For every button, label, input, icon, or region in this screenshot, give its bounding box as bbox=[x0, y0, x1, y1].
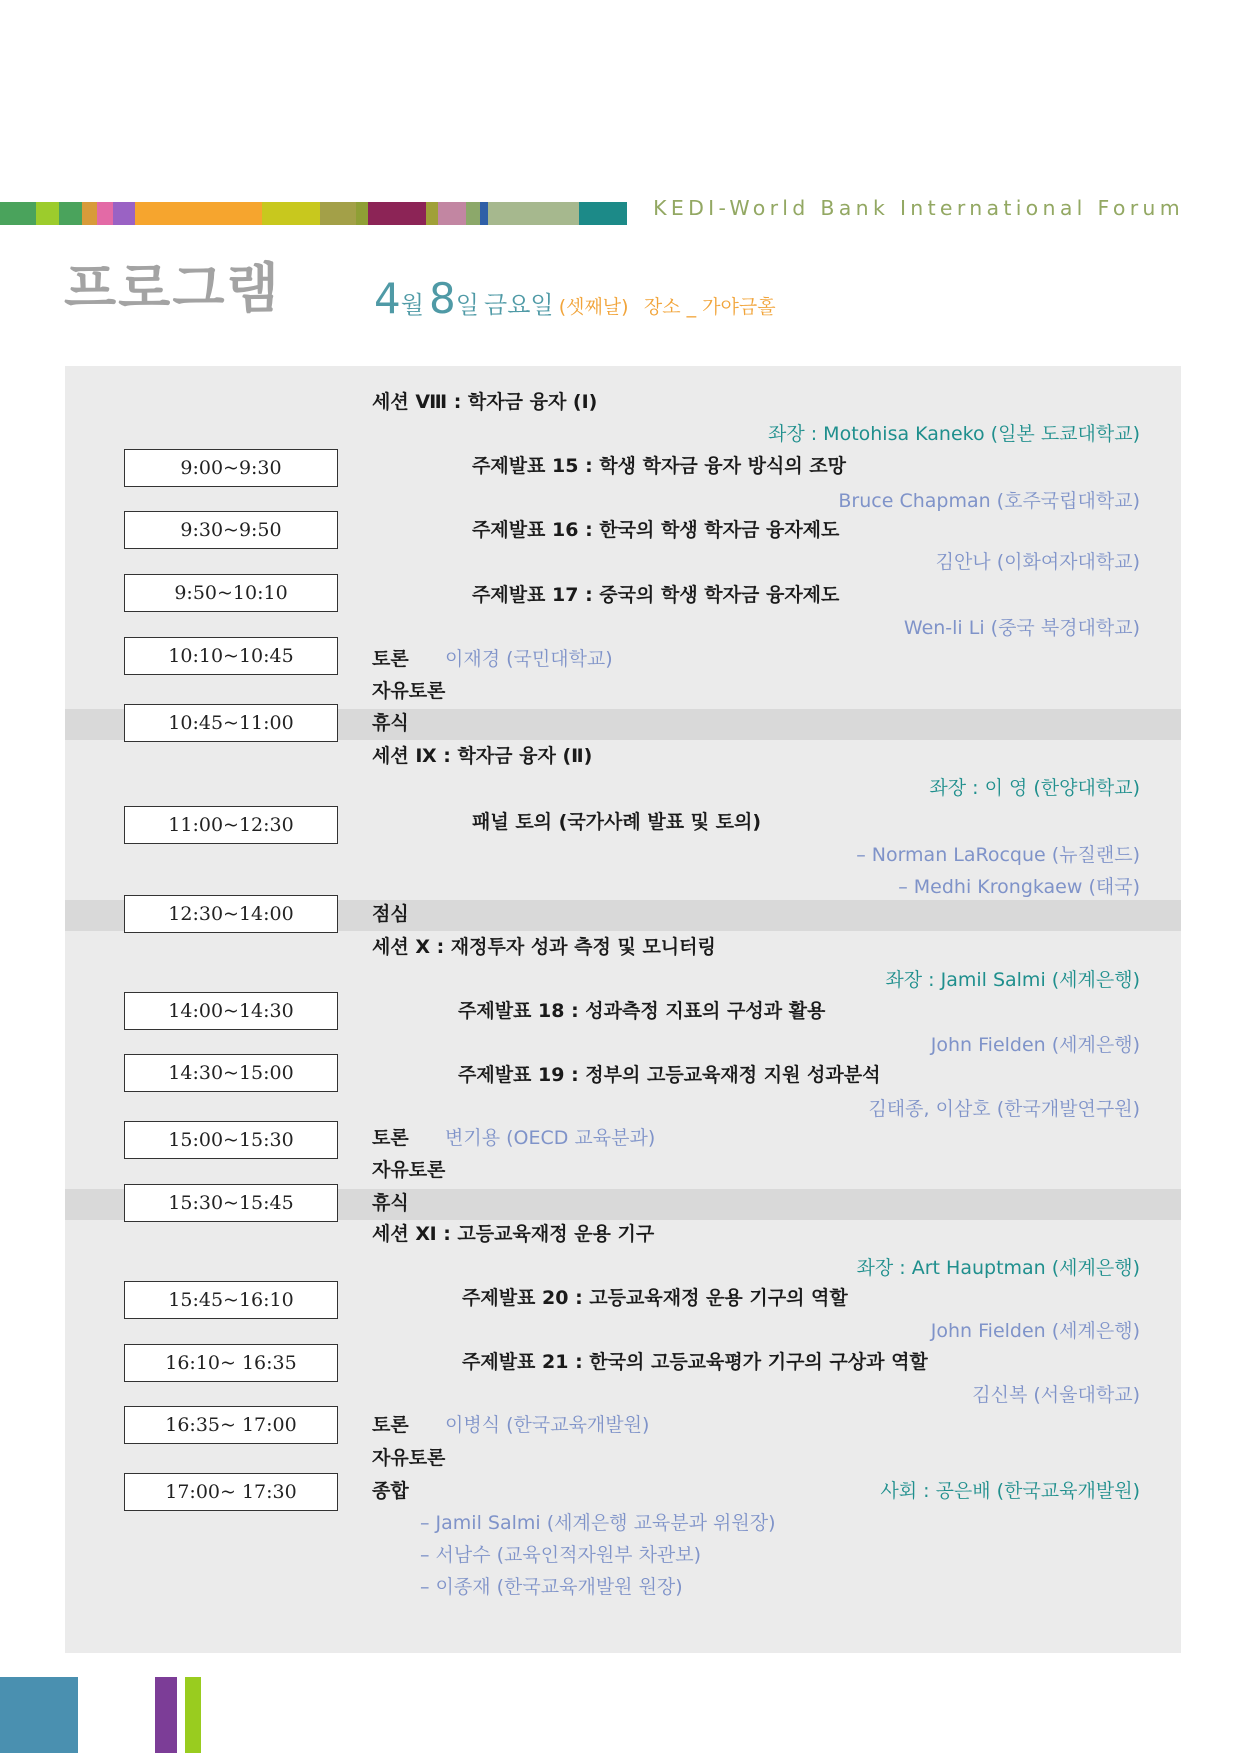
month-number: 4 bbox=[374, 274, 401, 323]
break-label: 휴식 bbox=[372, 1192, 409, 1214]
presenter: 김태종, 이삼호 (한국개발연구원) bbox=[868, 1098, 1140, 1120]
session-title: 세션 Ⅸ : 학자금 융자 (Ⅱ) bbox=[372, 745, 593, 767]
free-discussion: 자유토론 bbox=[372, 1159, 446, 1181]
summary-participant: – 이종재 (한국교육개발원 원장) bbox=[420, 1576, 683, 1598]
presentation-title: 패널 토의 (국가사례 발표 및 토의) bbox=[472, 811, 762, 833]
time-slot: 15:45~16:10 bbox=[124, 1281, 338, 1319]
presentation-title: 주제발표 19 : 정부의 고등교육재정 지원 성과분석 bbox=[458, 1064, 881, 1086]
time-slot: 17:00~ 17:30 bbox=[124, 1473, 338, 1511]
discussant: 이재경 (국민대학교) bbox=[445, 648, 613, 670]
free-discussion: 자유토론 bbox=[372, 1447, 446, 1469]
session-chair: 좌장 : 이 영 (한양대학교) bbox=[929, 777, 1140, 799]
footer-block-green bbox=[185, 1677, 201, 1753]
footer-block-purple bbox=[155, 1677, 177, 1753]
footer-block-blue bbox=[0, 1677, 78, 1753]
day-order: (셋째날) bbox=[558, 296, 629, 318]
header-color-stripe bbox=[0, 202, 627, 225]
time-slot: 9:50~10:10 bbox=[124, 574, 338, 612]
discussant: 이병식 (한국교육개발원) bbox=[445, 1414, 650, 1436]
time-slot: 14:00~14:30 bbox=[124, 992, 338, 1030]
time-slot: 9:30~9:50 bbox=[124, 511, 338, 549]
session-chair: 좌장 : Jamil Salmi (세계은행) bbox=[885, 969, 1140, 991]
time-slot: 16:10~ 16:35 bbox=[124, 1344, 338, 1382]
break-label: 휴식 bbox=[372, 712, 409, 734]
presenter: John Fielden (세계은행) bbox=[930, 1034, 1140, 1056]
discussant: 변기용 (OECD 교육분과) bbox=[445, 1127, 656, 1149]
panelist: – Norman LaRocque (뉴질랜드) bbox=[856, 844, 1140, 866]
time-slot: 10:45~11:00 bbox=[124, 704, 338, 742]
page-title: 프로그램 bbox=[64, 257, 281, 320]
day-unit: 일 bbox=[455, 291, 479, 319]
presenter: John Fielden (세계은행) bbox=[930, 1320, 1140, 1342]
presentation-title: 주제발표 18 : 성과측정 지표의 구성과 활용 bbox=[458, 1000, 826, 1022]
session-title: 세션 Ⅷ : 학자금 융자 (Ⅰ) bbox=[372, 391, 598, 413]
moderator: 사회 : 공은배 (한국교육개발원) bbox=[880, 1480, 1140, 1502]
day-number: 8 bbox=[429, 274, 456, 323]
summary-participant: – 서남수 (교육인적자원부 차관보) bbox=[420, 1544, 702, 1566]
session-chair: 좌장 : Art Hauptman (세계은행) bbox=[856, 1257, 1140, 1279]
time-slot: 16:35~ 17:00 bbox=[124, 1406, 338, 1444]
presentation-title: 주제발표 16 : 한국의 학생 학자금 융자제도 bbox=[472, 519, 840, 541]
session-title: 세션 Ⅺ : 고등교육재정 운용 기구 bbox=[372, 1223, 655, 1245]
summary-label: 종합 bbox=[372, 1480, 409, 1502]
time-slot: 9:00~9:30 bbox=[124, 449, 338, 487]
discussion-label: 토론 bbox=[372, 1127, 409, 1149]
discussion-label: 토론 bbox=[372, 648, 409, 670]
presentation-title: 주제발표 17 : 중국의 학생 학자금 융자제도 bbox=[472, 584, 840, 606]
time-slot: 12:30~14:00 bbox=[124, 895, 338, 933]
lunch-label: 점심 bbox=[372, 903, 409, 925]
free-discussion: 자유토론 bbox=[372, 680, 446, 702]
presentation-title: 주제발표 20 : 고등교육재정 운용 기구의 역할 bbox=[462, 1287, 848, 1309]
forum-title: KEDI-World Bank International Forum bbox=[653, 196, 1184, 220]
time-slot: 11:00~12:30 bbox=[124, 806, 338, 844]
month-unit: 월 bbox=[400, 291, 424, 319]
presenter: 김안나 (이화여자대학교) bbox=[935, 551, 1140, 573]
session-chair: 좌장 : Motohisa Kaneko (일본 도쿄대학교) bbox=[767, 423, 1140, 445]
time-slot: 14:30~15:00 bbox=[124, 1054, 338, 1092]
summary-participant: – Jamil Salmi (세계은행 교육분과 위원장) bbox=[420, 1512, 776, 1534]
presentation-title: 주제발표 21 : 한국의 고등교육평가 기구의 구상과 역할 bbox=[462, 1351, 928, 1373]
time-slot: 15:30~15:45 bbox=[124, 1184, 338, 1222]
presenter: Wen-li Li (중국 북경대학교) bbox=[903, 617, 1140, 639]
presentation-title: 주제발표 15 : 학생 학자금 융자 방식의 조망 bbox=[472, 455, 847, 477]
date-line bbox=[374, 274, 776, 323]
presenter: Bruce Chapman (호주국립대학교) bbox=[838, 490, 1140, 512]
session-title: 세션 Ⅹ : 재정투자 성과 측정 및 모니터링 bbox=[372, 936, 716, 958]
time-slot: 10:10~10:45 bbox=[124, 637, 338, 675]
time-slot: 15:00~15:30 bbox=[124, 1121, 338, 1159]
discussion-label: 토론 bbox=[372, 1414, 409, 1436]
presenter: 김신복 (서울대학교) bbox=[972, 1384, 1140, 1406]
panelist: – Medhi Krongkaew (태국) bbox=[898, 876, 1140, 898]
weekday: 금요일 bbox=[484, 291, 554, 319]
venue: 장소 _ 가야금홀 bbox=[643, 296, 776, 318]
